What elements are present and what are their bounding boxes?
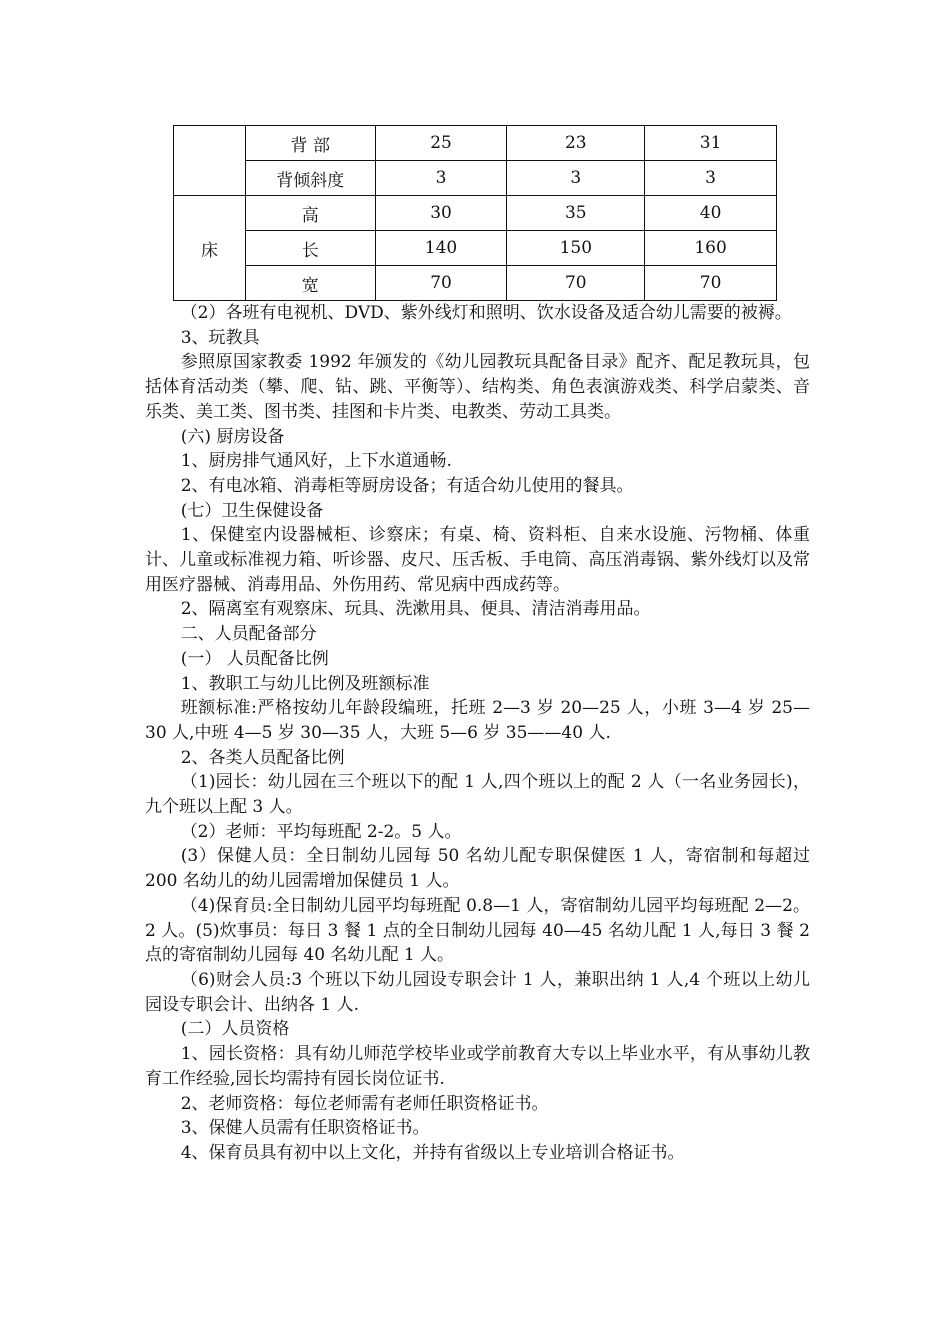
- paragraph: 4、保育员具有初中以上文化，并持有省级以上专业培训合格证书。: [180, 1142, 685, 1163]
- table-row-label: 背倾斜度: [245, 161, 375, 196]
- paragraph: 1、保健室内设器械柜、诊察床；有桌、椅、资料柜、自来水设施、污物桶、体重计、儿童或标准视力箱、听诊器、皮尺、压舌板、手电筒、高压消毒锅、紫外线灯以及常用医疗器械、消毒用品、外伤用药、常见病中西成药等。: [145, 525, 810, 595]
- table-cell: 31: [645, 126, 777, 161]
- section-heading: (七）卫生保健设备: [180, 500, 324, 521]
- paragraph: 3、保健人员需有任职资格证书。: [180, 1118, 430, 1139]
- table-cell: 3: [375, 161, 507, 196]
- section-heading: (六) 厨房设备: [180, 426, 285, 447]
- paragraph: 2、老师资格：每位老师需有老师任职资格证书。: [180, 1093, 549, 1114]
- table-row-label: 高: [245, 196, 375, 231]
- paragraph: （4)保育员:全日制幼儿园平均每班配 0.8—1 人，寄宿制幼儿园平均每班配 2—2。2 人。(5)炊事员：每日 3 餐 1 点的全日制幼儿园每 40—45 名幼儿配 1 人,每日 3 餐 2 点的寄宿制幼儿园每 40 名幼儿配 1 人。: [145, 895, 810, 966]
- table-group-cell: [174, 126, 246, 196]
- table-row: [174, 266, 777, 301]
- paragraph: 1、厨房排气通风好，上下水道通畅.: [180, 451, 452, 472]
- paragraph: 2、有电冰箱、消毒柜等厨房设备；有适合幼儿使用的餐具。: [180, 475, 634, 496]
- section-heading: 3、玩教具: [180, 327, 260, 348]
- table-row: [174, 161, 777, 196]
- paragraph: 参照原国家教委 1992 年颁发的《幼儿园教玩具配备目录》配齐、配足教玩具，包括体育活动类（攀、爬、钻、跳、平衡等）、结构类、角色表演游戏类、科学启蒙类、音乐类、美工类、图书类、挂图和卡片类、电教类、劳动工具类。: [145, 352, 810, 422]
- table-row-label: 宽: [245, 266, 375, 301]
- table-cell: 160: [645, 231, 777, 266]
- table-cell: 140: [375, 231, 507, 266]
- table-cell: 30: [375, 196, 507, 231]
- paragraph: （2）老师：平均每班配 2-2。5 人。: [180, 821, 462, 842]
- table-row: [174, 231, 777, 266]
- table-cell: 70: [375, 266, 507, 301]
- table-cell: 3: [645, 161, 777, 196]
- paragraph: 1、教职工与幼儿比例及班额标准: [180, 673, 430, 694]
- document-body: [145, 301, 810, 1166]
- table-cell: 23: [507, 126, 645, 161]
- table-cell: 3: [507, 161, 645, 196]
- section-heading: (二）人员资格: [180, 1019, 290, 1040]
- paragraph: 班额标准:严格按幼儿年龄段编班，托班 2—3 岁 20—25 人，小班 3—4 岁 25—30 人,中班 4—5 岁 30—35 人，大班 5—6 岁 35——40 人.: [145, 698, 810, 743]
- table-group-cell: 床: [174, 196, 246, 301]
- table-cell: 40: [645, 196, 777, 231]
- paragraph: 1、园长资格：具有幼儿师范学校毕业或学前教育大专以上毕业水平，有从事幼儿教育工作经验,园长均需持有园长岗位证书.: [145, 1044, 810, 1089]
- table-cell: 70: [507, 266, 645, 301]
- table-row-label: 长: [245, 231, 375, 266]
- paragraph: 2、隔离室有观察床、玩具、洗漱用具、便具、清洁消毒用品。: [180, 599, 651, 620]
- paragraph: (3）保健人员：全日制幼儿园每 50 名幼儿配专职保健医 1 人，寄宿制和每超过 200 名幼儿的幼儿园需增加保健员 1 人。: [145, 846, 810, 892]
- section-heading: (一） 人员配备比例: [180, 648, 329, 669]
- paragraph: （1)园长：幼儿园在三个班以下的配 1 人,四个班以上的配 2 人（一名业务园长)，九个班以上配 3 人。: [145, 772, 810, 818]
- table-cell: 150: [507, 231, 645, 266]
- table-row: [174, 126, 777, 161]
- section-heading: 二、人员配备部分: [180, 624, 317, 645]
- table-cell: 25: [375, 126, 507, 161]
- paragraph: （6)财会人员:3 个班以下幼儿园设专职会计 1 人，兼职出纳 1 人,4 个班以上幼儿园设专职会计、出纳各 1 人.: [145, 969, 810, 1015]
- table-cell: 70: [645, 266, 777, 301]
- paragraph: （2）各班有电视机、DVD、紫外线灯和照明、饮水设备及适合幼儿需要的被褥。: [180, 303, 792, 323]
- paragraph: 2、各类人员配备比例: [180, 747, 345, 768]
- table-row-label: 背 部: [245, 126, 375, 161]
- table-row: [174, 196, 777, 231]
- furniture-size-table: [173, 125, 777, 301]
- table-cell: 35: [507, 196, 645, 231]
